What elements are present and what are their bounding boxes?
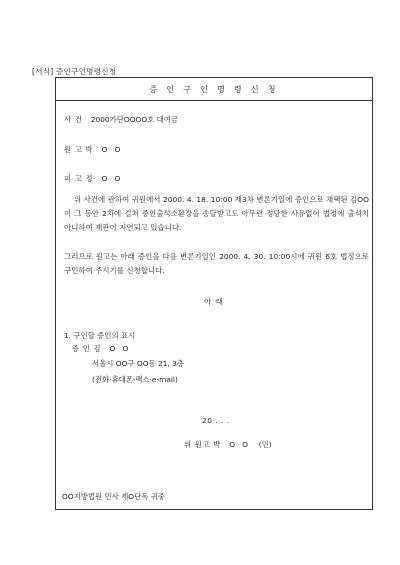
below-heading: 아 래 [204,297,224,306]
witness-label: 증 인 김 [72,344,102,353]
request-paragraph-2: 그러므로 원고는 아래 증인을 다음 변론기일인 2000. 4. 30. 10:00시에 귀원 6호 법정으로 구인하여 주시기를 신청합니다. [64,252,369,276]
case-line [64,115,178,125]
application-form [55,77,373,510]
plaintiff-value: O O [101,145,123,154]
form-title: 증 인 구 인 명 령 신 청 [56,78,372,101]
witness-address: 서울시 OO구 OO동 21, 3층 [92,359,184,368]
date-line: 20 . . . [202,416,230,425]
signature-value: O O [229,440,251,449]
request-paragraph-1: 위 사건에 관하여 귀원에서 2000. 4. 18. 10:00 제3차 변론기일에 증인으로 채택된 김OO이 그 동안 2차에 걸쳐 증인출석소환장을 송달받고도 아무런 정당한 사유없이 법정에 출석치 아니하여 재판이 지연되고 있습니다. [64,195,369,233]
defendant-line [64,174,123,184]
witness-value: O O [109,344,131,353]
item-heading: 1. 구인할 증인의 표시 [64,331,136,340]
defendant-label: 피 고 정 [64,174,94,183]
defendant-value: O O [101,174,123,183]
witness-contact: (전화·휴대폰·팩스·e-mail) [92,375,178,384]
form-caption: [서식] 증인구인명령신청 [32,67,117,76]
seal-mark: (인) [258,440,272,449]
case-value: 2000가단OOOO호 대여금 [90,115,179,124]
signature-label: 위 원고 박 [184,440,221,449]
case-label: 사 건 [64,115,83,124]
plaintiff-line [64,145,123,155]
signature-line [184,440,272,450]
plaintiff-label: 원 고 박 [64,145,94,154]
witness-line [72,344,131,354]
court-recipient: OO지방법원 민사 제O단독 귀중 [62,492,166,501]
